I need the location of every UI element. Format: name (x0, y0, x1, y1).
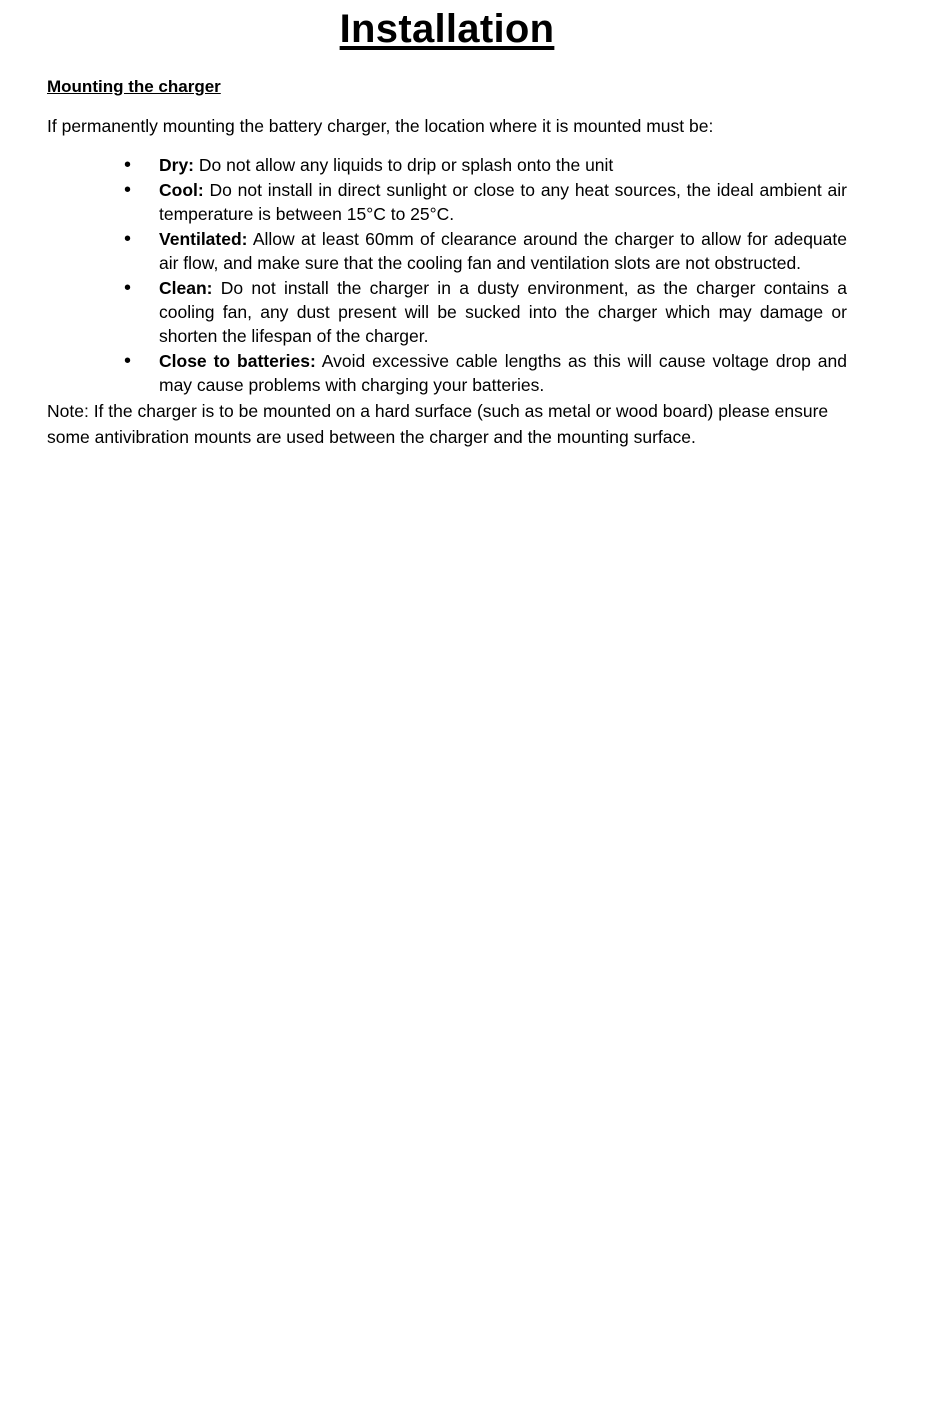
requirement-text: Avoid excessive cable lengths as this will cause voltage drop and may cause problems with charging your batteries. (159, 351, 847, 395)
requirement-term: Dry: (159, 155, 195, 175)
page-title: Installation (339, 7, 555, 51)
note-paragraph: Note: If the charger is to be mounted on a hard surface (such as metal or wood board) please ensure some antivibration mounts are used between the charger and the mounting surface. (47, 401, 829, 447)
list-item-close-to-batteries (47, 349, 847, 397)
requirement-term: Cool: (159, 180, 204, 200)
list-item-cool (47, 178, 847, 226)
requirement-term: Ventilated: (159, 229, 248, 249)
requirement-text: Do not allow any liquids to drip or splash onto the unit (194, 155, 614, 175)
requirement-text: Do not install the charger in a dusty environment, as the charger contains a cooling fan, any dust present will be sucked into the charger which may damage or shorten the lifespan of the charger. (159, 278, 847, 346)
bullet-icon: • (124, 350, 132, 372)
bullet-icon: • (124, 277, 132, 299)
bullet-icon: • (124, 154, 132, 176)
requirement-text: Do not install in direct sunlight or close to any heat sources, the ideal ambient air temperature is between 15°C to 25°C. (159, 180, 847, 224)
bullet-icon: • (124, 228, 132, 250)
list-item-dry (47, 153, 847, 177)
requirement-term: Clean: (159, 278, 213, 298)
list-item-ventilated (47, 227, 847, 275)
bullet-icon: • (124, 179, 132, 201)
section-heading: Mounting the charger (47, 77, 221, 96)
requirements-list (47, 153, 847, 397)
intro-paragraph: If permanently mounting the battery charger, the location where it is mounted must be: (47, 116, 714, 136)
requirement-text: Allow at least 60mm of clearance around the charger to allow for adequate air flow, and make sure that the cooling fan and ventilation slots are not obstructed. (159, 229, 847, 273)
list-item-clean (47, 276, 847, 348)
requirement-term: Close to batteries: (159, 351, 316, 371)
document-page (47, 0, 847, 450)
